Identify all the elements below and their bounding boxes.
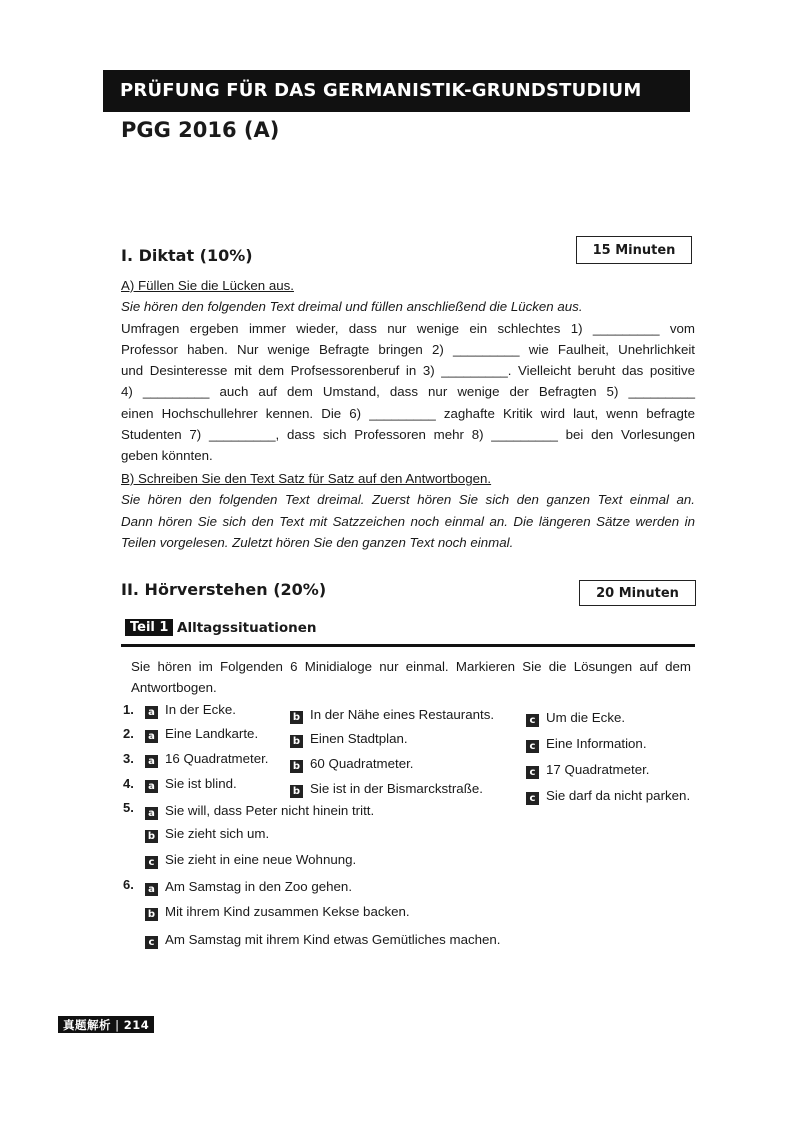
question-2-option-c: c Eine Information. (526, 736, 647, 753)
teil-instruction-line-2: Antwortbogen. (131, 680, 217, 696)
teil-divider (121, 644, 695, 647)
cloze-line-7: geben könnten. (121, 448, 213, 464)
exam-subtitle: PGG 2016 (A) (121, 118, 280, 142)
option-b-badge: b (145, 830, 158, 843)
part-b-line-3: Teilen vorgelesen. Zuletzt hören Sie den ganzen Text noch einmal. (121, 534, 514, 550)
banner-divider (103, 110, 690, 112)
cloze-line-6: Studenten 7) _________, dass sich Professoren mehr 8) _________ bei den Vorlesungen (121, 427, 695, 443)
option-a-badge: a (145, 755, 158, 768)
option-b-badge: b (290, 735, 303, 748)
section-2-title: II. Hörverstehen (20%) (121, 580, 327, 599)
question-1-option-a: a In der Ecke. (145, 702, 236, 719)
option-a-badge: a (145, 706, 158, 719)
part-b-heading: B) Schreiben Sie den Text Satz für Satz auf den Antwortbogen. (121, 471, 492, 486)
option-b-badge: b (290, 760, 303, 773)
footer-separator: | (115, 1017, 120, 1032)
option-c-badge: c (526, 740, 539, 753)
teil-header (121, 616, 695, 640)
section-1-title: I. Diktat (10%) (121, 246, 253, 265)
page-footer-tag (58, 1016, 154, 1033)
question-5-option-c: c Sie zieht in eine neue Wohnung. (145, 852, 356, 869)
option-c-badge: c (145, 856, 158, 869)
option-c-badge: c (526, 766, 539, 779)
section-1-time: 15 Minuten (592, 242, 676, 258)
question-1-option-c: c Um die Ecke. (526, 710, 625, 727)
question-number: 6. (123, 877, 134, 892)
question-6-option-b: b Mit ihrem Kind zusammen Kekse backen. (145, 904, 410, 921)
part-a-instruction: Sie hören den folgenden Text dreimal und füllen anschließend die Lücken aus. (121, 299, 583, 315)
question-1-option-b: b In der Nähe eines Restaurants. (290, 707, 494, 724)
question-5-option-b: b Sie zieht sich um. (145, 826, 269, 843)
section-2-time: 20 Minuten (596, 585, 679, 601)
question-2-option-a: a Eine Landkarte. (145, 726, 258, 743)
question-4-option-b: b Sie ist in der Bismarckstraße. (290, 781, 483, 798)
section-2-time-box (579, 580, 696, 606)
option-c-badge: c (145, 936, 158, 949)
part-b-line-2: Dann hören Sie sich den Text mit Satzzeichen noch einmal an. Die längeren Sätze werden in (121, 513, 695, 529)
option-c-badge: c (526, 714, 539, 727)
question-2-option-b: b Einen Stadtplan. (290, 731, 408, 748)
option-a-badge: a (145, 883, 158, 896)
question-number: 3. (123, 751, 134, 766)
teil-instruction-line-1: Sie hören im Folgenden 6 Minidialoge nur einmal. Markieren Sie die Lösungen auf dem (131, 659, 691, 674)
teil-instruction (131, 656, 691, 699)
cloze-line-2: Professor haben. Nur wenige Befragte bringen 2) _________ wie Faulheit, Unehrlichkeit (121, 341, 695, 357)
question-3-option-b: b 60 Quadratmeter. (290, 756, 413, 773)
question-3-option-a: a 16 Quadratmeter. (145, 751, 268, 768)
question-number: 4. (123, 776, 134, 791)
option-a-badge: a (145, 730, 158, 743)
question-3-option-c: c 17 Quadratmeter. (526, 762, 649, 779)
question-number: 2. (123, 726, 134, 741)
cloze-line-5: einen Hochschullehrer kennen. Die 6) _________ zaghafte Kritik wird laut, wenn befragte (121, 405, 695, 421)
question-number: 1. (123, 702, 134, 717)
page-number: 214 (123, 1017, 150, 1032)
option-b-badge: b (290, 711, 303, 724)
footer-label: 真题解析 (63, 1017, 111, 1032)
exam-banner (103, 70, 690, 110)
option-b-badge: b (145, 908, 158, 921)
question-5-option-a: a Sie will, dass Peter nicht hinein tritt. (145, 803, 374, 820)
diktat-part-b (121, 468, 695, 553)
option-b-badge: b (290, 785, 303, 798)
question-6-option-c: c Am Samstag mit ihrem Kind etwas Gemütliches machen. (145, 932, 501, 949)
cloze-line-3: und Desinteresse mit dem Profsessorenberuf in 3) _________. Vielleicht beruht das positive (121, 363, 695, 379)
teil-title: Alltagssituationen (177, 620, 317, 636)
option-a-badge: a (145, 807, 158, 820)
exam-banner-title: PRÜFUNG FÜR DAS GERMANISTIK-GRUNDSTUDIUM (120, 79, 642, 101)
question-6-option-a: a Am Samstag in den Zoo gehen. (145, 879, 352, 896)
teil-label: Teil 1 (125, 619, 173, 636)
diktat-part-a (121, 275, 695, 467)
section-1-time-box (576, 236, 692, 264)
option-a-badge: a (145, 780, 158, 793)
question-4-option-c: c Sie darf da nicht parken. (526, 788, 690, 805)
cloze-line-4: 4) _________ auch auf dem Umstand, dass nur wenige der Befragten 5) _________ (121, 384, 695, 400)
question-4-option-a: a Sie ist blind. (145, 776, 237, 793)
question-number: 5. (123, 800, 134, 815)
part-a-heading: A) Füllen Sie die Lücken aus. (121, 278, 294, 293)
option-c-badge: c (526, 792, 539, 805)
cloze-line-1: Umfragen ergeben immer wieder, dass nur wenige ein schlechtes 1) _________ vom (121, 320, 695, 336)
part-b-line-1: Sie hören den folgenden Text dreimal. Zuerst hören Sie sich den ganzen Text einmal an. (121, 492, 695, 508)
